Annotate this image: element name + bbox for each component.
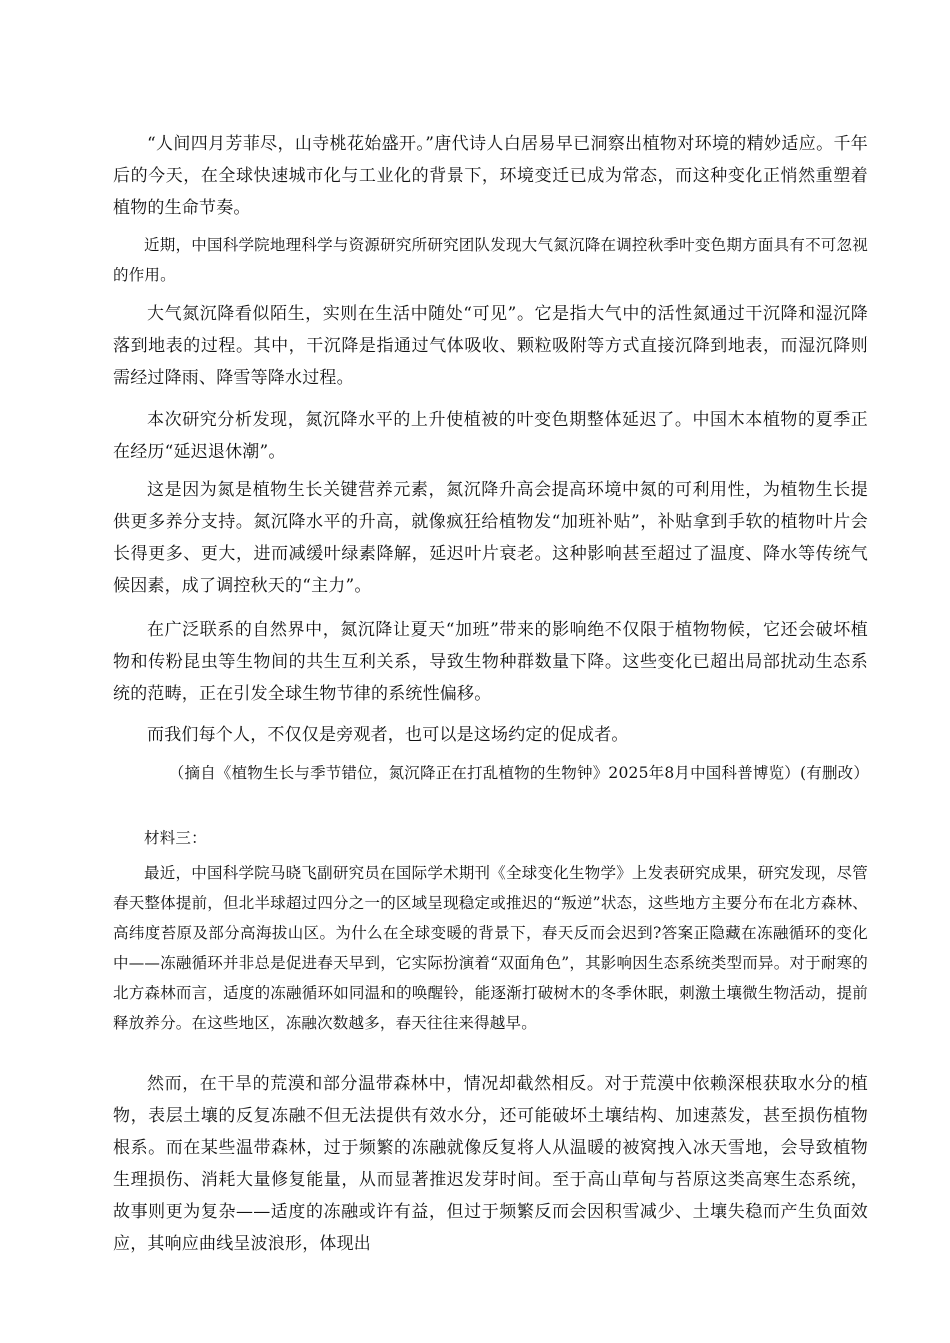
- section-heading-material-three: 材料三：: [144, 829, 207, 847]
- paragraph-each-person: 而我们每个人，不仅仅是旁观者，也可以是这场约定的促成者。: [147, 725, 629, 745]
- paragraph-nitrogen-deposition-definition: 大气氮沉降看似陌生，实则在生活中随处“可见”。它是指大气中的活性氮通过干沉降和湿沉降落到地表的过程。其中，干沉降是指通过气体吸收、颗粒吸附等方式直接沉降到地表，而湿沉降则需经过降雨、降雪等降水过程。: [113, 304, 868, 388]
- paragraph-research-finding: 近期，中国科学院地理科学与资源研究所研究团队发现大气氮沉降在调控秋季叶变色期方面具有不可忽视的作用。: [113, 236, 868, 284]
- paragraph-delayed-retirement: 本次研究分析发现，氮沉降水平的上升使植被的叶变色期整体延迟了。中国木本植物的夏季正在经历“延迟退休潮”。: [113, 410, 868, 462]
- paragraph-ecosystem-impact: 在广泛联系的自然界中，氮沉降让夏天“加班”带来的影响绝不仅限于植物物候，它还会破坏植物和传粉昆虫等生物间的共生互利关系，导致生物种群数量下降。这些变化已超出局部扰动生态系统的范畴，正在引发全球生物节律的系统性偏移。: [113, 620, 868, 704]
- paragraph-nitrogen-nutrient: 这是因为氮是植物生长关键营养元素，氮沉降升高会提高环境中氮的可利用性，为植物生长提供更多养分支持。氮沉降水平的升高，就像疯狂给植物发“加班补贴”，补贴拿到手软的植物叶片会长得更多、更大，进而减缓叶绿素降解，延迟叶片衰老。这种影响甚至超过了温度、降水等传统气候因素，成了调控秋天的“主力”。: [113, 480, 868, 596]
- paragraph-freeze-thaw-cycle: 最近，中国科学院马晓飞副研究员在国际学术期刊《全球变化生物学》上发表研究成果，研究发现，尽管春天整体提前，但北半球超过四分之一的区域呈现稳定或推迟的“叛逆”状态，这些地方主要分布在北方森林、高纬度苔原及部分高海拔山区。为什么在全球变暖的背景下，春天反而会迟到?答案正隐藏在冻融循环的变化中——冻融循环并非总是促进春天早到，它实际扮演着“双面角色”，其影响因生态系统类型而异。对于耐寒的北方森林而言，适度的冻融循环如同温和的唤醒铃，能逐渐打破树木的冬季休眠，刺激土壤微生物活动，提前释放养分。在这些地区，冻融次数越多，春天往往来得越早。: [113, 864, 868, 1032]
- source-citation: （摘自《植物生长与季节错位，氮沉降正在打乱植物的生物钟》2025年8月中国科普博览）(有删改）: [168, 764, 870, 782]
- paragraph-arid-desert: 然而，在干旱的荒漠和部分温带森林中，情况却截然相反。对于荒漠中依赖深根获取水分的植物，表层土壤的反复冻融不但无法提供有效水分，还可能破坏土壤结构、加速蒸发，甚至损伤植物根系。而在某些温带森林，过于频繁的冻融就像反复将人从温暖的被窝拽入冰天雪地，会导致植物生理损伤、消耗大量修复能量，从而显著推迟发芽时间。至于高山草甸与苔原这类高寒生态系统，故事则更为复杂——适度的冻融或许有益，但过于频繁反而会因积雪减少、土壤失稳而产生负面效应，其响应曲线呈波浪形，体现出: [113, 1074, 868, 1254]
- paragraph-poem-intro: “人间四月芳菲尽，山寺桃花始盛开。”唐代诗人白居易早已洞察出植物对环境的精妙适应。千年后的今天，在全球快速城市化与工业化的背景下，环境变迁已成为常态，而这种变化正悄然重塑着植物的生命节奏。: [113, 134, 868, 218]
